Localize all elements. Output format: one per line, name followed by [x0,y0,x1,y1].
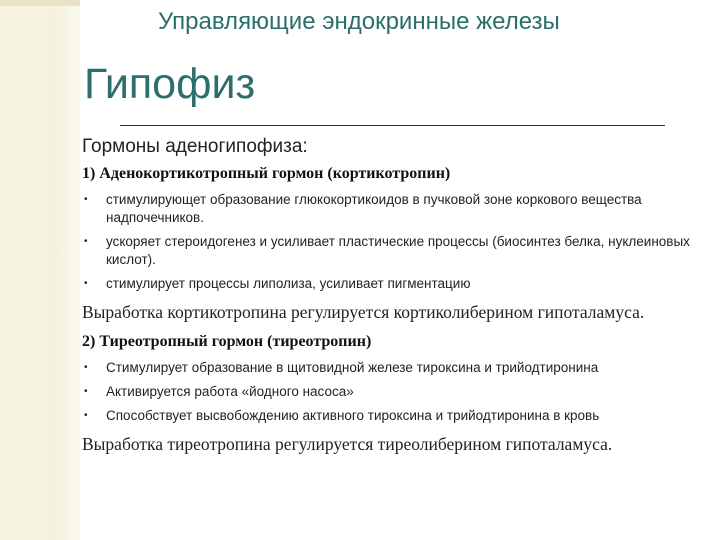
hormone-title: 2) Тиреотропный гормон (тиреотропин) [82,333,372,350]
bullet-item [82,359,692,377]
bullet-icon: • [84,236,88,247]
hormone-block-tsh [82,333,692,455]
bullet-icon: • [84,410,88,421]
bullet-item [82,407,692,425]
bullet-text: Стимулирует образование в щитовидной железе тироксина и трийодтиронина [106,360,599,375]
slide-title: Гипофиз [84,60,256,108]
slide-header: Управляющие эндокринные железы [158,8,560,35]
bullet-icon: • [84,278,88,289]
regulation-text: Выработка кортикотропина регулируется кортиколиберином гипоталамуса. [82,302,645,322]
hormone-title: 1) Аденокортикотропный гормон (кортикотропин) [82,165,451,182]
bullet-item [82,233,692,269]
bullet-text: стимулирующет образование глюкокортикоидов в пучковой зоне коркового вещества надпочечников. [106,192,642,225]
bullet-icon: • [84,362,88,373]
section-heading: Гормоны аденогипофиза: [82,136,308,157]
bullet-item [82,275,692,293]
bullet-item [82,383,692,401]
bullet-text: Активируется работа «йодного насоса» [106,384,354,399]
slide-content [82,136,692,465]
hormone-block-acth [82,165,692,323]
bullet-icon: • [84,194,88,205]
slide-side-bar [0,0,80,540]
bullet-icon: • [84,386,88,397]
title-divider [120,125,665,126]
bullet-text: стимулирует процессы липолиза, усиливает пигментацию [106,276,471,291]
regulation-text: Выработка тиреотропина регулируется тиреолиберином гипоталамуса. [82,434,613,454]
bullet-item [82,191,692,227]
bullet-text: Способствует высвобождению активного тироксина и трийодтиронина в кровь [106,408,600,423]
bullet-text: ускоряет стероидогенез и усиливает пластические процессы (биосинтез белка, нуклеиновых кислот). [106,234,690,267]
